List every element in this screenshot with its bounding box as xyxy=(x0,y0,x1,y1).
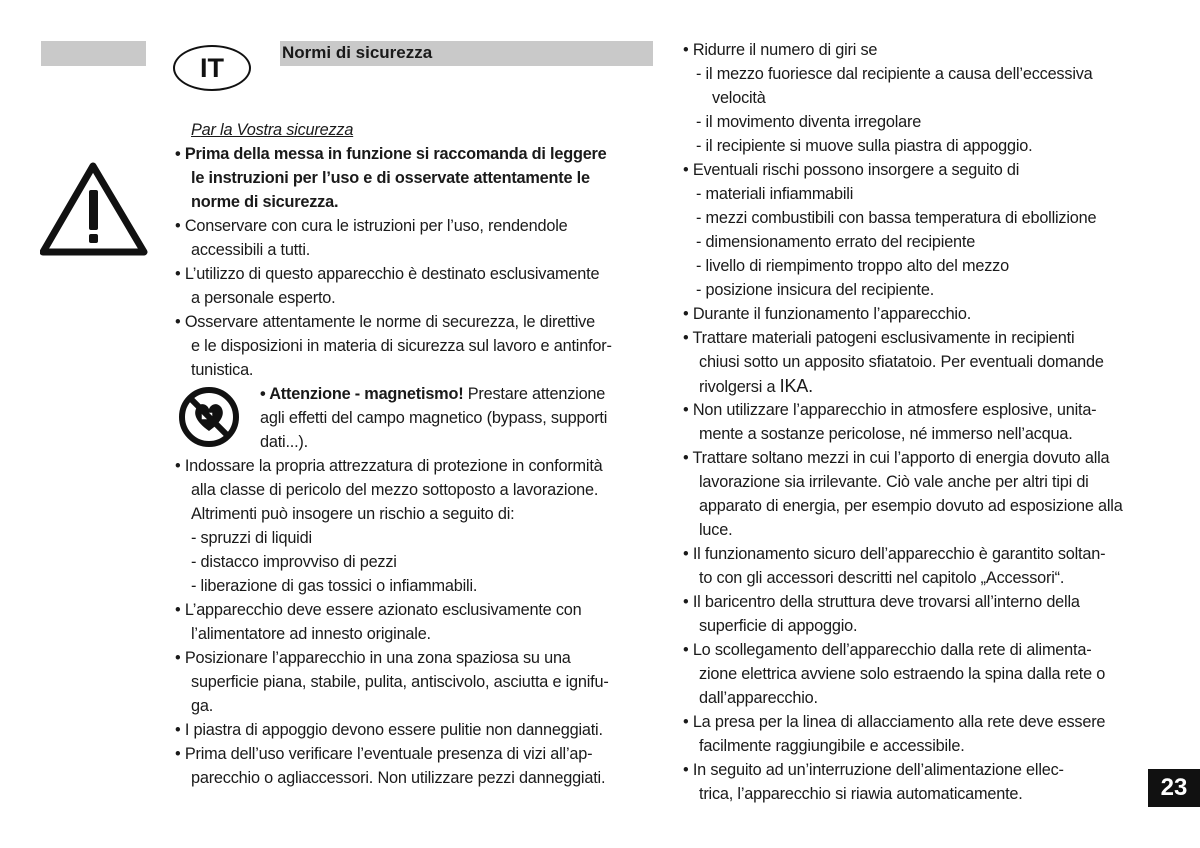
left-margin-bar xyxy=(41,41,146,66)
magnetism-text: Prestare attenzione xyxy=(463,385,606,403)
list-item: - livello di riempimento troppo alto del mezzo xyxy=(696,257,1009,275)
list-item: • Il baricentro della struttura deve trovarsi all’interno della xyxy=(683,593,1080,611)
list-item: ga. xyxy=(191,697,214,715)
right-column xyxy=(683,38,1163,806)
list-item: • Durante il funzionamento l’apparecchio. xyxy=(683,305,972,323)
list-item: - distacco improvviso di pezzi xyxy=(191,553,397,571)
list-item: alla classe di pericolo del mezzo sottoposto a lavorazione. xyxy=(191,481,599,499)
list-item: - mezzi combustibili con bassa temperatura di ebollizione xyxy=(696,209,1097,227)
list-item: • Conservare con cura le istruzioni per l’uso, rendendole xyxy=(175,217,568,235)
list-item: e le disposizioni in materia di sicurezza sul lavoro e antinfor- xyxy=(191,337,612,355)
list-item: a personale esperto. xyxy=(191,289,336,307)
list-item: agli effetti del campo magnetico (bypass, supporti xyxy=(260,409,608,427)
list-item: chiusi sotto un apposito sfiatatoio. Per eventuali domande xyxy=(699,353,1104,371)
list-item: facilmente raggiungibile e accessibile. xyxy=(699,737,965,755)
list-item: • In seguito ad un’interruzione dell’alimentazione ellec- xyxy=(683,761,1064,779)
list-item: • Posizionare l’apparecchio in una zona spaziosa su una xyxy=(175,649,571,667)
list-item: • Non utilizzare l’apparecchio in atmosfere esplosive, unita- xyxy=(683,401,1097,419)
brand-name: IKA. xyxy=(779,376,813,396)
list-item: zione elettrica avviene solo estraendo la spina dalla rete o xyxy=(699,665,1106,683)
magnetism-heading: • Attenzione - magnetismo! xyxy=(260,385,464,403)
list-item: rivolgersi a xyxy=(699,378,780,396)
page-number: 23 xyxy=(1148,769,1200,807)
list-item: • Eventuali rischi possono insorgere a seguito di xyxy=(683,161,1020,179)
list-item: • Trattare materiali patogeni esclusivamente in recipienti xyxy=(683,329,1075,347)
list-item: - materiali infiammabili xyxy=(696,185,854,203)
list-item: dall’apparecchio. xyxy=(699,689,818,707)
list-item: superficie di appoggio. xyxy=(699,617,858,635)
list-item: - il mezzo fuoriesce dal recipiente a causa dell’eccessiva xyxy=(696,65,1093,83)
list-item: - il movimento diventa irregolare xyxy=(696,113,922,131)
list-item: • I piastra di appoggio devono essere pulitie non danneggiati. xyxy=(175,721,603,739)
left-column xyxy=(175,118,653,790)
list-item: - liberazione di gas tossici o infiammabili. xyxy=(191,577,478,595)
list-item: accessibili a tutti. xyxy=(191,241,311,259)
list-item: - il recipiente si muove sulla piastra di appoggio. xyxy=(696,137,1033,155)
magnetism-warning xyxy=(175,382,653,454)
list-item: trica, l’apparecchio si riawia automaticamente. xyxy=(699,785,1023,803)
list-item: superficie piana, stabile, pulita, antiscivolo, asciutta e ignifu- xyxy=(191,673,609,691)
list-item: mente a sostanze pericolose, né immerso nell’acqua. xyxy=(699,425,1073,443)
list-item: apparato di energia, per esempio dovuto ad esposizione alla xyxy=(699,497,1123,515)
list-item: • Indossare la propria attrezzatura di protezione in conformità xyxy=(175,457,603,475)
list-item: norme di sicurezza. xyxy=(191,193,339,211)
list-item: Altrimenti può insogere un rischio a seguito di: xyxy=(191,505,515,523)
list-item: • L’utilizzo di questo apparecchio è destinato esclusivamente xyxy=(175,265,600,283)
list-item: - spruzzi di liquidi xyxy=(191,529,312,547)
list-item: • Trattare soltano mezzi in cui l’apporto di energia dovuto alla xyxy=(683,449,1110,467)
list-item: • Osservare attentamente le norme di securezza, le direttive xyxy=(175,313,595,331)
list-item: • Ridurre il numero di giri se xyxy=(683,41,878,59)
list-item: l’alimentatore ad innesto originale. xyxy=(191,625,431,643)
warning-triangle-icon xyxy=(40,160,150,260)
list-item: le instruzioni per l’uso e di osservate attentamente le xyxy=(191,169,590,187)
list-item: • Lo scollegamento dell’apparecchio dalla rete di alimenta- xyxy=(683,641,1092,659)
list-item: to con gli accessori descritti nel capitolo „Accessori“. xyxy=(699,569,1065,587)
list-item: • Prima della messa in funzione si raccomanda di leggere xyxy=(175,145,607,163)
list-item: • Prima dell’uso verificare l’eventuale presenza di vizi all’ap- xyxy=(175,745,593,763)
list-item: • La presa per la linea di allacciamento alla rete deve essere xyxy=(683,713,1106,731)
list-item: lavorazione sia irrilevante. Ciò vale anche per altri tipi di xyxy=(699,473,1089,491)
list-item: - dimensionamento errato del recipiente xyxy=(696,233,976,251)
list-item: - posizione insicura del recipiente. xyxy=(696,281,935,299)
section-title: Normi di sicurezza xyxy=(280,41,653,66)
list-item: velocità xyxy=(712,89,766,107)
list-item: • Il funzionamento sicuro dell’apparecchio è garantito soltan- xyxy=(683,545,1106,563)
subtitle: Par la Vostra sicurezza xyxy=(191,121,354,139)
list-item: parecchio o agliaccessori. Non utilizzare pezzi danneggiati. xyxy=(191,769,606,787)
list-item: dati...). xyxy=(260,433,308,451)
list-item: tunistica. xyxy=(191,361,254,379)
language-badge: IT xyxy=(173,45,251,91)
list-item: • L’apparecchio deve essere azionato esclusivamente con xyxy=(175,601,582,619)
list-item: luce. xyxy=(699,521,733,539)
